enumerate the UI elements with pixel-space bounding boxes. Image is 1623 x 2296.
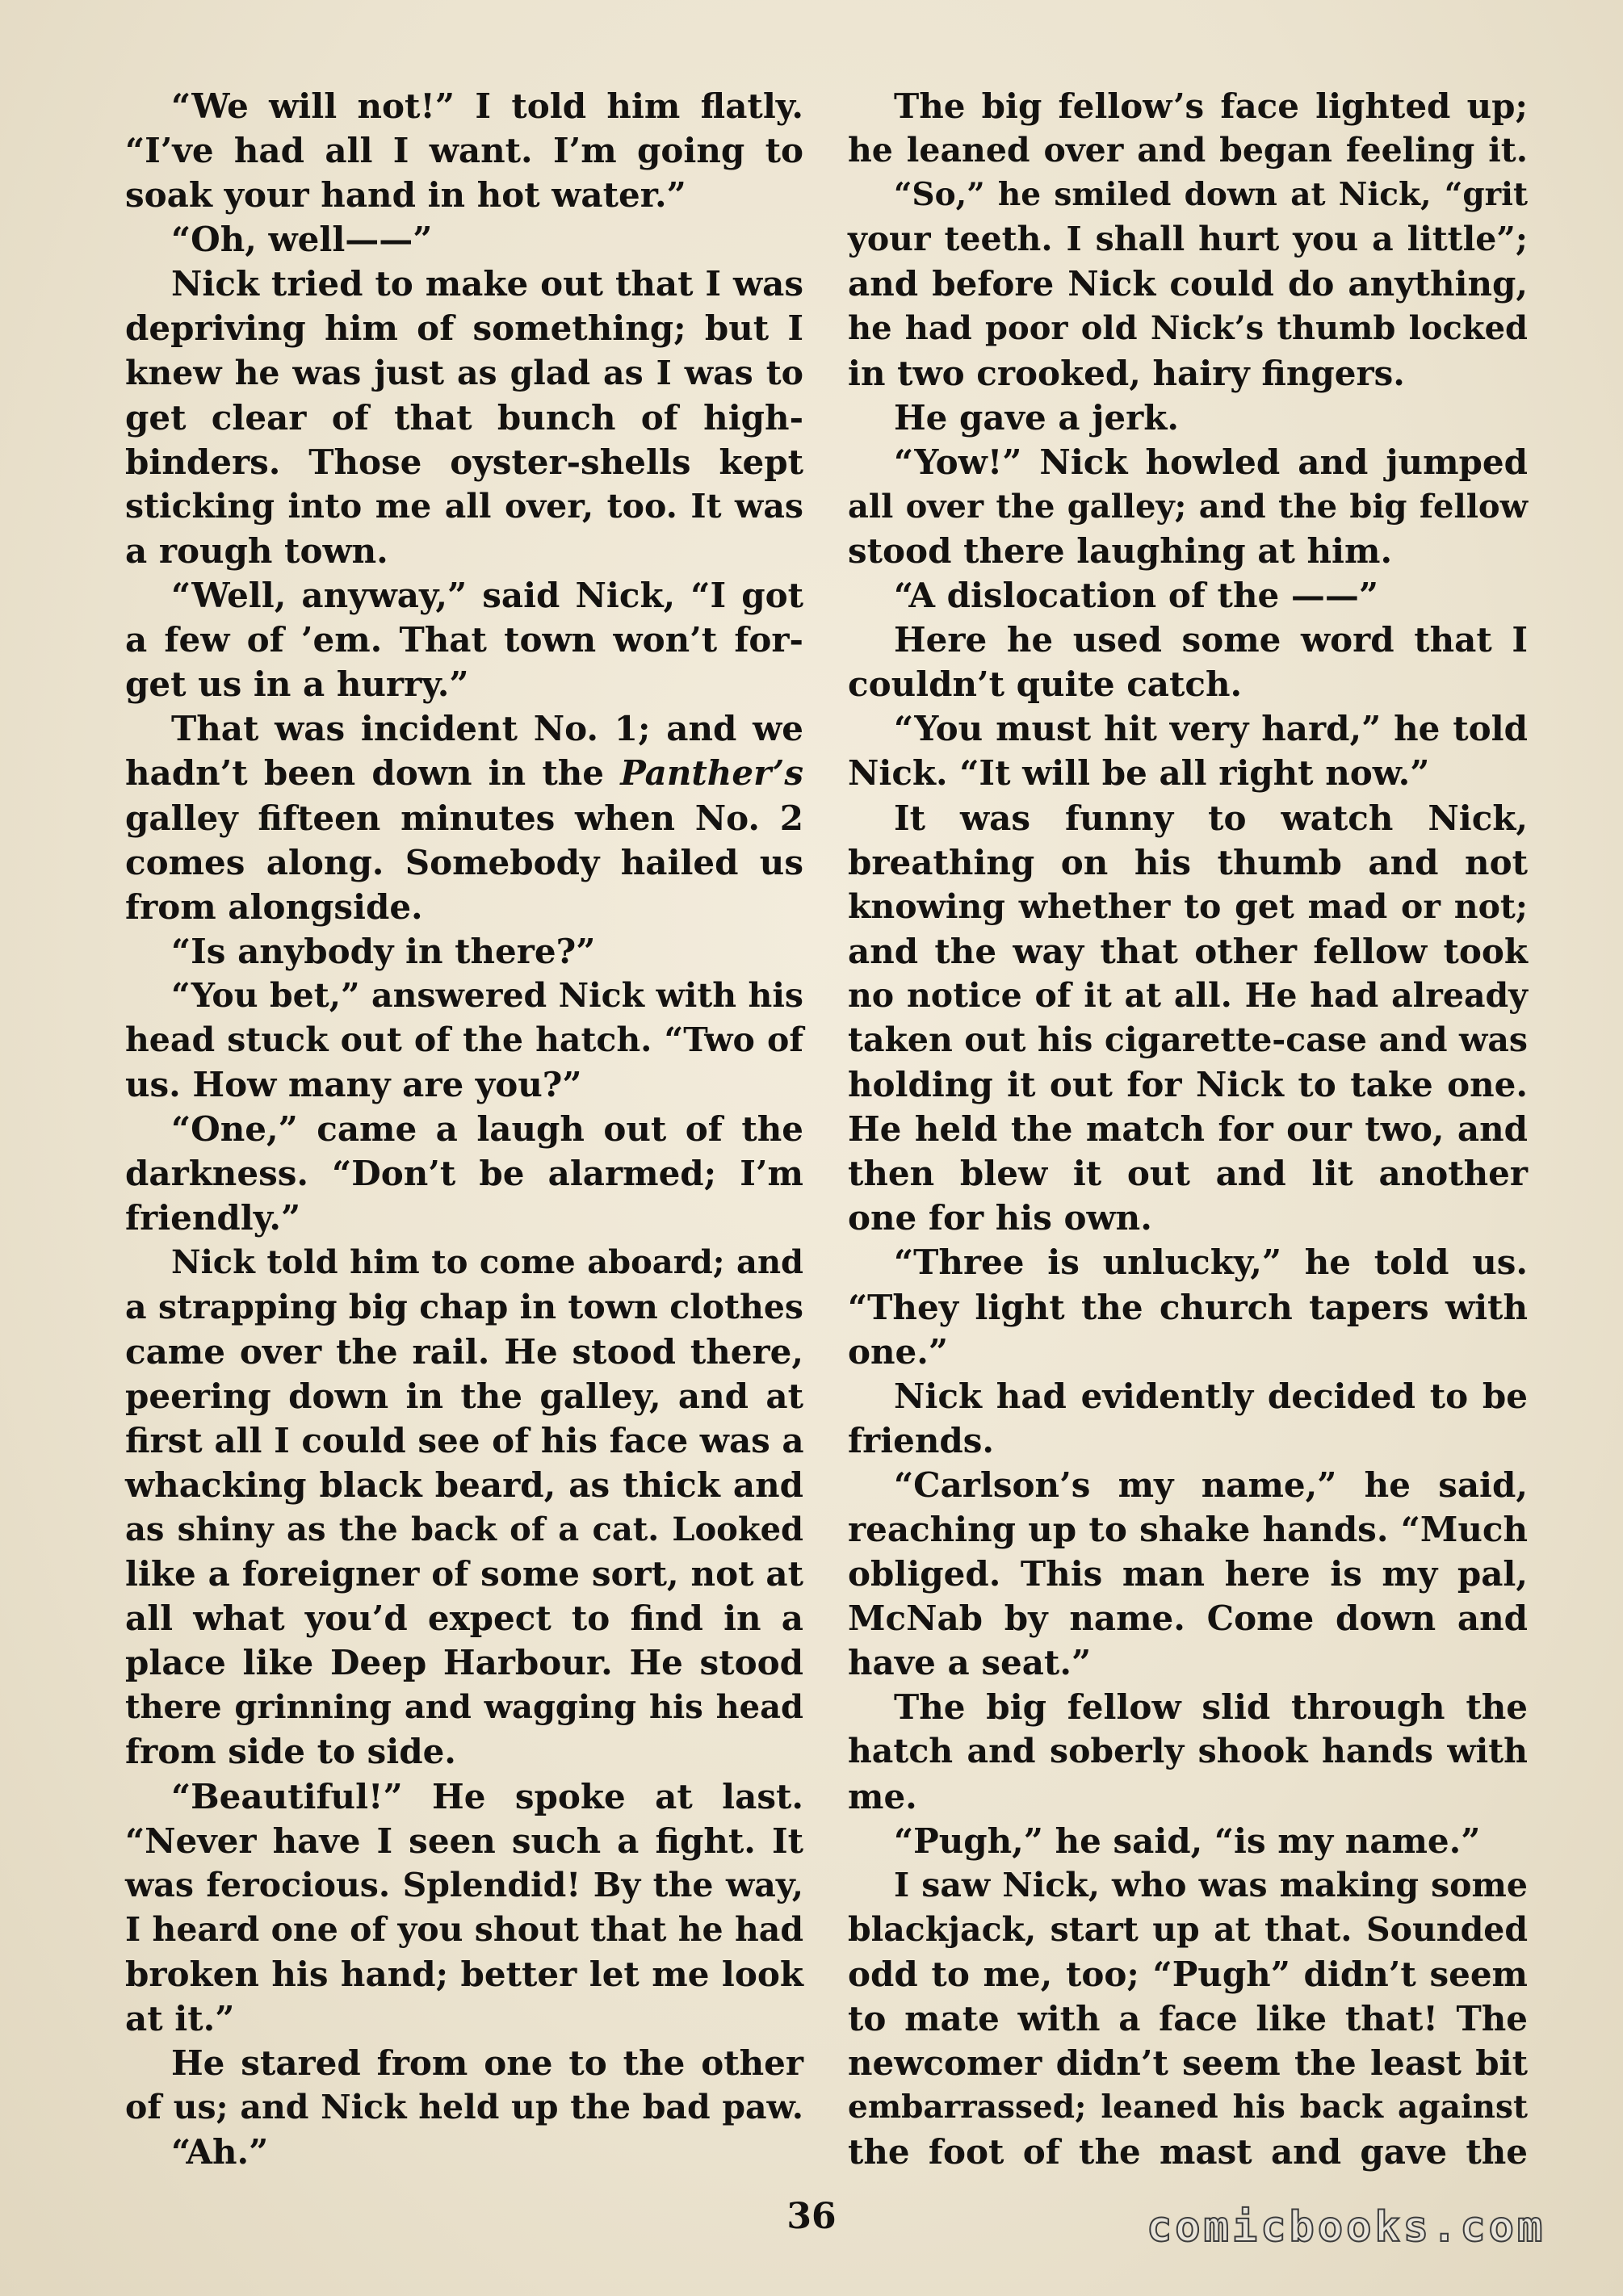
text-line: Here he used some word that I — [894, 620, 1528, 660]
text-line: “I’ve had all I want. I’m going to — [125, 131, 803, 171]
text-line: knew he was just as glad as I was to — [125, 353, 803, 392]
text-line: “So,” he smiled down at Nick, “grit — [894, 176, 1528, 214]
text-line: there grinning and wagging his head — [125, 1688, 803, 1727]
text-line: The big fellow slid through the — [894, 1687, 1528, 1728]
text-line: us. How many are you?” — [125, 1065, 582, 1105]
text-line: comes along. Somebody hailed us — [125, 842, 803, 882]
text-line: broken his hand; better let me look — [125, 1954, 803, 1994]
watermark-logo — [1139, 2199, 1591, 2256]
text-line: all over the galley; and the big fellow — [848, 487, 1528, 526]
text-line: “They light the church tapers with — [848, 1287, 1528, 1327]
text-line: to mate with a face like that! The — [848, 1999, 1528, 2039]
text-line: odd to me, too; “Pugh” didn’t seem — [848, 1954, 1528, 1994]
text-line: a strapping big chap in town clothes — [125, 1287, 803, 1326]
text-line: peering down in the galley, and at — [125, 1376, 803, 1416]
text-line: “We will not!” I told him flatly. — [171, 86, 803, 126]
text-line: “Three is unlucky,” he told us. — [894, 1242, 1528, 1283]
text-line: darkness. “Don’t be alarmed; I’m — [125, 1154, 803, 1194]
text-line: binders. Those oyster-shells kept — [125, 442, 803, 482]
text-line: “Yow!” Nick howled and jumped — [894, 442, 1528, 482]
text-line: Nick tried to make out that I was — [171, 264, 803, 304]
text-line: I heard one of you shout that he had — [125, 1909, 803, 1949]
text-line: “Well, anyway,” said Nick, “I got — [171, 576, 803, 616]
text-line: get clear of that bunch of high- — [125, 397, 803, 438]
text-line: hadn’t been down in the Panther’s — [125, 753, 803, 794]
text-line: soak your hand in hot water.” — [125, 175, 686, 216]
text-line: first all I could see of his face was a — [125, 1420, 804, 1460]
text-line: and before Nick could do anything, — [848, 264, 1528, 304]
text-line: The big fellow’s face lighted up; — [894, 86, 1528, 126]
text-line: of us; and Nick held up the bad paw. — [125, 2088, 803, 2127]
text-line: hatch and soberly shook hands with — [848, 1732, 1528, 1771]
text-line: “Beautiful!” He spoke at last. — [171, 1776, 803, 1816]
text-line: “Is anybody in there?” — [171, 931, 596, 971]
text-line: “A dislocation of the ——” — [894, 576, 1378, 616]
text-line: your teeth. I shall hurt you a little”; — [848, 220, 1528, 259]
text-line: came over the rail. He stood there, — [125, 1331, 803, 1372]
watermark-text: comicbooks.com — [1147, 2203, 1546, 2252]
text-line: “Ah.” — [171, 2132, 269, 2172]
text-line: the foot of the mast and gave the — [848, 2132, 1528, 2172]
text-line: obliged. This man here is my pal, — [848, 1554, 1528, 1594]
text-line: “You must hit very hard,” he told — [894, 709, 1528, 749]
text-line: place like Deep Harbour. He stood — [125, 1643, 803, 1683]
text-line: he had poor old Nick’s thumb locked — [848, 309, 1528, 348]
text-line: knowing whether to get mad or not; — [848, 886, 1528, 926]
text-line: stood there laughing at him. — [848, 530, 1393, 571]
text-line: sticking into me all over, too. It was — [125, 486, 803, 526]
text-line: “Carlson’s my name,” he said, — [894, 1464, 1528, 1505]
right-column — [848, 84, 1528, 2174]
text-line: “Pugh,” he said, “is my name.” — [894, 1820, 1481, 1861]
text-line: That was incident No. 1; and we — [171, 709, 803, 749]
text-line: McNab by name. Come down and — [848, 1598, 1528, 1639]
text-line: galley fifteen minutes when No. 2 — [125, 798, 803, 838]
text-line: holding it out for Nick to take one. — [848, 1065, 1528, 1105]
text-line: get us in a hurry.” — [125, 664, 469, 705]
text-line: as shiny as the back of a cat. Looked — [125, 1510, 803, 1548]
text-line: in two crooked, hairy fingers. — [848, 353, 1405, 393]
text-line: one.” — [848, 1331, 949, 1372]
left-column — [125, 84, 803, 2174]
text-line: reaching up to shake hands. “Much — [848, 1510, 1528, 1549]
text-line: He held the match for our two, and — [848, 1109, 1528, 1150]
text-line: friends. — [848, 1420, 995, 1460]
text-line: a rough town. — [125, 530, 388, 571]
text-line: “Oh, well——” — [171, 220, 433, 260]
text-line: It was funny to watch Nick, — [894, 798, 1528, 838]
text-line: Nick told him to come aboard; and — [171, 1243, 803, 1282]
text-line: embarrassed; leaned his back against — [848, 2089, 1528, 2126]
text-line: I saw Nick, who was making some — [894, 1865, 1528, 1904]
text-line: like a foreigner of some sort, not at — [125, 1554, 803, 1594]
text-line: whacking black beard, as thick and — [125, 1464, 803, 1505]
text-line: taken out his cigarette-case and was — [848, 1020, 1528, 1059]
text-line: breathing on his thumb and not — [848, 842, 1528, 882]
text-line: one for his own. — [848, 1198, 1152, 1238]
text-line: Nick had evidently decided to be — [894, 1376, 1528, 1416]
text-line: depriving him of something; but I — [125, 308, 803, 349]
text-line: me. — [848, 1776, 917, 1816]
text-line: He stared from one to the other — [171, 2043, 803, 2084]
text-line: He gave a jerk. — [894, 397, 1179, 438]
text-line: “Never have I seen such a fight. It — [125, 1820, 803, 1861]
text-line: couldn’t quite catch. — [848, 664, 1243, 705]
text-line: no notice of it at all. He had already — [848, 975, 1528, 1015]
text-line: have a seat.” — [848, 1643, 1092, 1683]
text-line: blackjack, start up at that. Sounded — [848, 1909, 1528, 1949]
text-line: head stuck out of the hatch. “Two of — [125, 1020, 803, 1059]
text-line: from side to side. — [125, 1732, 456, 1772]
text-line: a few of ’em. That town won’t for- — [125, 620, 803, 660]
text-line: and the way that other fellow took — [848, 931, 1528, 971]
text-line: at it.” — [125, 1999, 235, 2039]
text-line: newcomer didn’t seem the least bit — [848, 2043, 1528, 2084]
text-line: friendly.” — [125, 1198, 301, 1238]
page-number: 36 — [786, 2196, 837, 2237]
text-line: he leaned over and began feeling it. — [848, 131, 1528, 170]
text-line: Nick. “It will be all right now.” — [848, 753, 1430, 794]
text-line: was ferocious. Splendid! By the way, — [125, 1865, 803, 1904]
text-line: then blew it out and lit another — [848, 1154, 1528, 1194]
text-line: “You bet,” answered Nick with his — [171, 975, 803, 1015]
text-line: all what you’d expect to find in a — [125, 1598, 803, 1639]
text-line: from alongside. — [125, 886, 423, 927]
text-line: “One,” came a laugh out of the — [171, 1109, 803, 1150]
